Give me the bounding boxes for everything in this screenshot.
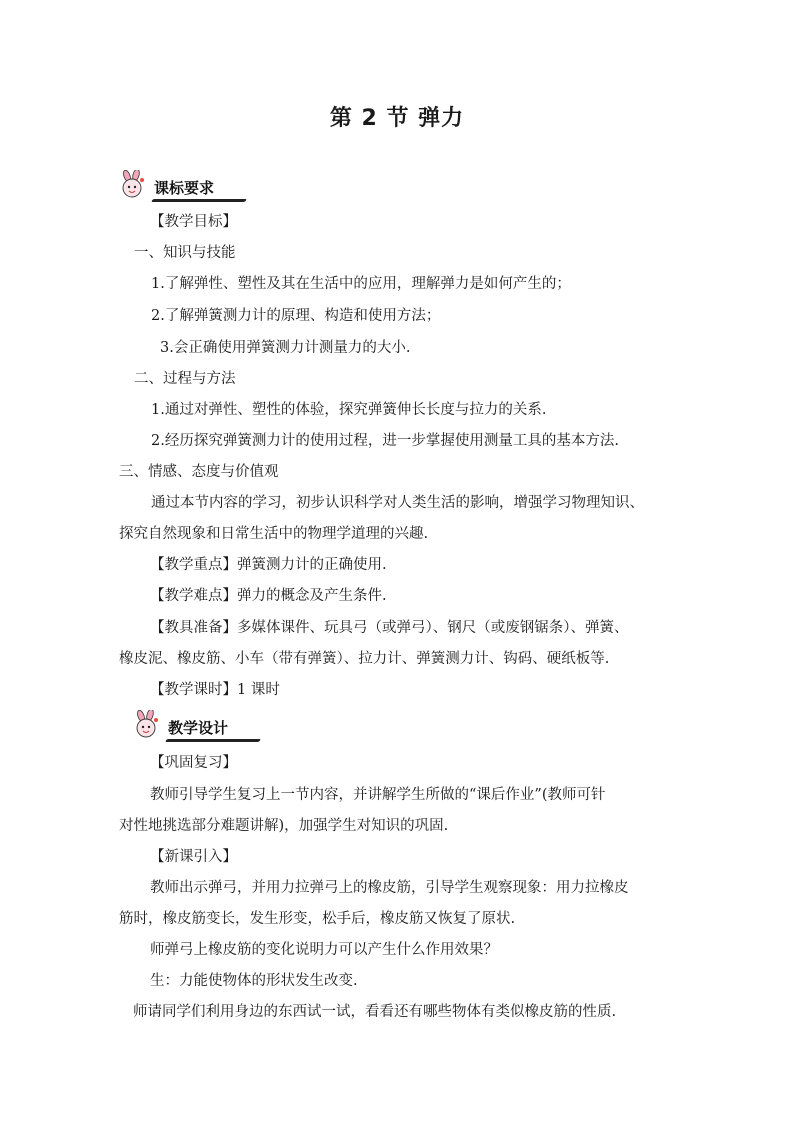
section-header-design	[132, 710, 232, 740]
subheading-attitude: 三、情感、态度与价值观	[119, 464, 279, 480]
goal-item: 1.了解弹性、塑性及其在生活中的应用，理解弹力是如何产生的；	[151, 276, 571, 292]
page-title: 第 2 节 弹力	[329, 106, 465, 131]
goal-item: 2.了解弹簧测力计的原理、构造和使用方法；	[151, 308, 441, 324]
paragraph-line: 筋时，橡皮筋变长，发生形变，松手后，橡皮筋又恢复了原状.	[119, 911, 516, 927]
section-underline	[151, 199, 247, 202]
teaching-hours: 【教学课时】1 课时	[150, 682, 280, 698]
section-label-requirements: 课标要求	[152, 177, 218, 200]
teaching-tools-cont: 橡皮泥、橡皮筋、小车（带有弹簧）、拉力计、弹簧测力计、钩码、硬纸板等.	[119, 651, 610, 667]
paragraph-line: 教师引导学生复习上一节内容，并讲解学生所做的“课后作业”(教师可针	[150, 787, 606, 803]
section-label-design: 教学设计	[166, 717, 232, 740]
section-underline	[165, 739, 261, 742]
section-header-requirements	[118, 170, 218, 200]
paragraph-line: 通过本节内容的学习，初步认识科学对人类生活的影响，增强学习物理知识、	[151, 495, 644, 511]
mascot-icon	[118, 170, 150, 200]
difficult-point: 【教学难点】弹力的概念及产生条件.	[150, 588, 387, 604]
mascot-icon	[132, 710, 164, 740]
goal-item: 3.会正确使用弹簧测力计测量力的大小.	[160, 340, 411, 356]
heading-new-lesson: 【新课引入】	[150, 849, 237, 865]
dialogue-student: 生：力能使物体的形状发生改变.	[150, 973, 358, 989]
goal-item: 1.通过对弹性、塑性的体验，探究弹簧伸长长度与拉力的关系.	[151, 402, 547, 418]
subheading-knowledge: 一、知识与技能	[134, 245, 236, 261]
heading-teaching-goals: 【教学目标】	[150, 214, 237, 230]
goal-item: 2.经历探究弹簧测力计的使用过程，进一步掌握使用测量工具的基本方法.	[151, 433, 619, 449]
subheading-process: 二、过程与方法	[134, 371, 236, 387]
paragraph-line: 探究自然现象和日常生活中的物理学道理的兴趣.	[119, 526, 429, 542]
paragraph-line: 教师出示弹弓，并用力拉弹弓上的橡皮筋，引导学生观察现象：用力拉橡皮	[150, 880, 629, 896]
teaching-tools: 【教具准备】多媒体课件、玩具弓（或弹弓）、钢尺（或废钢锯条）、弹簧、	[150, 620, 629, 636]
dialogue-teacher: 师请同学们利用身边的东西试一试，看看还有哪些物体有类似橡皮筋的性质.	[133, 1004, 617, 1020]
dialogue-teacher: 师弹弓上橡皮筋的变化说明力可以产生什么作用效果？	[150, 942, 498, 958]
heading-review: 【巩固复习】	[150, 755, 237, 771]
key-point: 【教学重点】弹簧测力计的正确使用.	[150, 557, 387, 573]
paragraph-line: 对性地挑选部分难题讲解)，加强学生对知识的巩固.	[119, 818, 449, 834]
